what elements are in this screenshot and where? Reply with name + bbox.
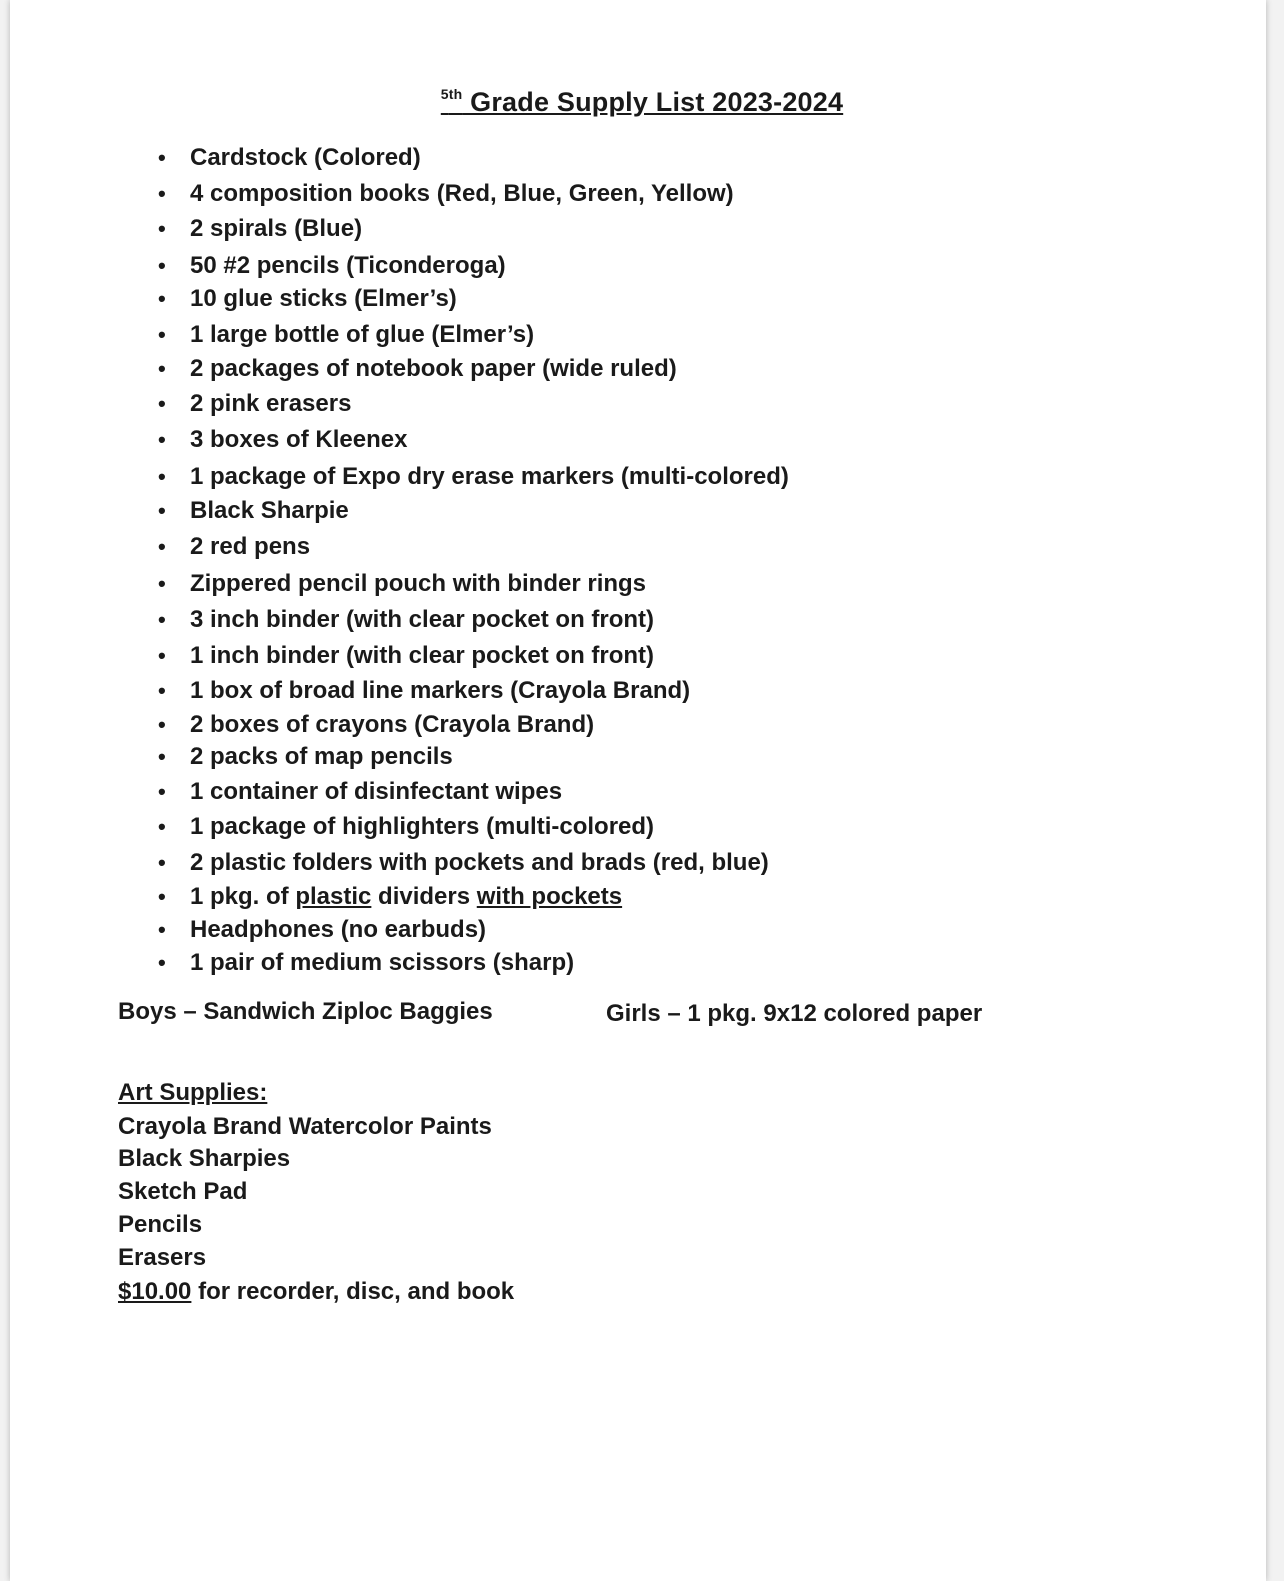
list-item [158,812,654,842]
bullet-icon: • [158,917,166,942]
list-item-text: 2 red pens [190,533,311,560]
bullet-icon: • [158,181,166,206]
list-item-text: 1 box of broad line markers (Crayola Brand) [190,677,691,704]
page-title [0,86,1284,118]
dividers-text-3: dividers [371,883,477,910]
bullet-icon: • [158,571,166,596]
list-item [158,354,677,384]
list-item-text: Black Sharpie [190,497,349,524]
art-fee [118,1277,514,1307]
bullet-icon: • [158,850,166,875]
bullet-icon: • [158,356,166,381]
list-item-text: 2 boxes of crayons (Crayola Brand) [190,711,595,738]
bullet-icon: • [158,534,166,559]
dividers-text-with-pockets: with pockets [476,883,623,910]
bullet-icon: • [158,678,166,703]
art-item: Pencils [118,1211,203,1238]
list-item-text: 2 packages of notebook paper (wide ruled) [190,355,677,382]
list-item [158,284,457,314]
bullet-icon: • [158,950,166,975]
bullet-icon: • [158,643,166,668]
fee-text: for recorder, disc, and book [191,1278,515,1305]
art-item: Erasers [118,1244,207,1271]
list-item [158,496,349,526]
list-item [158,179,734,209]
art-item: Sketch Pad [118,1178,248,1205]
bullet-icon: • [158,779,166,804]
bullet-icon: • [158,607,166,632]
list-item [158,742,453,772]
list-item-text: 2 spirals (Blue) [190,215,363,242]
list-item-text: 1 package of Expo dry erase markers (multi-colored) [190,463,789,490]
list-item [158,848,769,878]
title-text: Grade Supply List 2023-2024 [462,87,844,117]
list-item [158,425,407,455]
dividers-text-plastic: plastic [295,883,372,910]
list-item-text: 2 packs of map pencils [190,743,453,770]
boys-supply: Boys – Sandwich Ziploc Baggies [118,998,493,1025]
title-ordinal-number: 5 [440,86,449,102]
art-item: Crayola Brand Watercolor Paints [118,1113,492,1140]
list-item [158,605,654,635]
list-item-text: 10 glue sticks (Elmer’s) [190,285,457,312]
list-item-text: 1 container of disinfectant wipes [190,778,563,805]
fee-amount: $10.00 [118,1278,192,1305]
bullet-icon: • [158,464,166,489]
bullet-icon: • [158,744,166,769]
bullet-icon: • [158,712,166,737]
list-item-text: 1 inch binder (with clear pocket on front) [190,642,655,669]
list-item [158,777,562,807]
list-item-text: 2 pink erasers [190,390,352,417]
list-item-text: Cardstock (Colored) [190,144,421,171]
list-item [158,143,421,173]
list-item-text: 50 #2 pencils (Ticonderoga) [190,252,506,279]
bullet-icon: • [158,286,166,311]
bullet-icon: • [158,145,166,170]
list-item-text: 1 large bottle of glue (Elmer’s) [190,321,535,348]
list-item-text: 3 boxes of Kleenex [190,426,408,453]
bullet-icon: • [158,427,166,452]
dividers-text-1: 1 pkg. of [190,883,296,910]
list-item [158,214,362,244]
list-item [158,569,646,599]
art-item: Black Sharpies [118,1145,291,1172]
list-item-text: 1 package of highlighters (multi-colored) [190,813,655,840]
bullet-icon: • [158,391,166,416]
list-item-text: 2 plastic folders with pockets and brads (red, blue) [190,849,769,876]
bullet-icon: • [158,216,166,241]
list-item [158,532,310,562]
bullet-icon: • [158,322,166,347]
art-supplies-heading: Art Supplies: [118,1079,268,1106]
list-item [158,462,789,492]
list-item-dividers [158,882,622,912]
list-item [158,710,594,740]
bullet-icon: • [158,253,166,278]
title-ordinal-suffix: th [448,86,463,102]
girls-supply: Girls – 1 pkg. 9x12 colored paper [606,1000,983,1027]
bullet-icon: • [158,498,166,523]
list-item [158,676,690,706]
bullet-icon: • [158,884,166,909]
list-item-text: 4 composition books (Red, Blue, Green, Yellow) [190,180,734,207]
bullet-icon: • [158,814,166,839]
list-item-text: Zippered pencil pouch with binder rings [190,570,647,597]
list-item-text: Headphones (no earbuds) [190,916,487,943]
list-item-text: 3 inch binder (with clear pocket on front) [190,606,655,633]
list-item [158,641,654,671]
list-item [158,320,534,350]
list-item-scissors [158,948,574,978]
list-item-text: 1 pair of medium scissors (sharp) [190,949,575,976]
list-item [158,251,506,281]
list-item-headphones [158,915,486,945]
list-item [158,389,351,419]
